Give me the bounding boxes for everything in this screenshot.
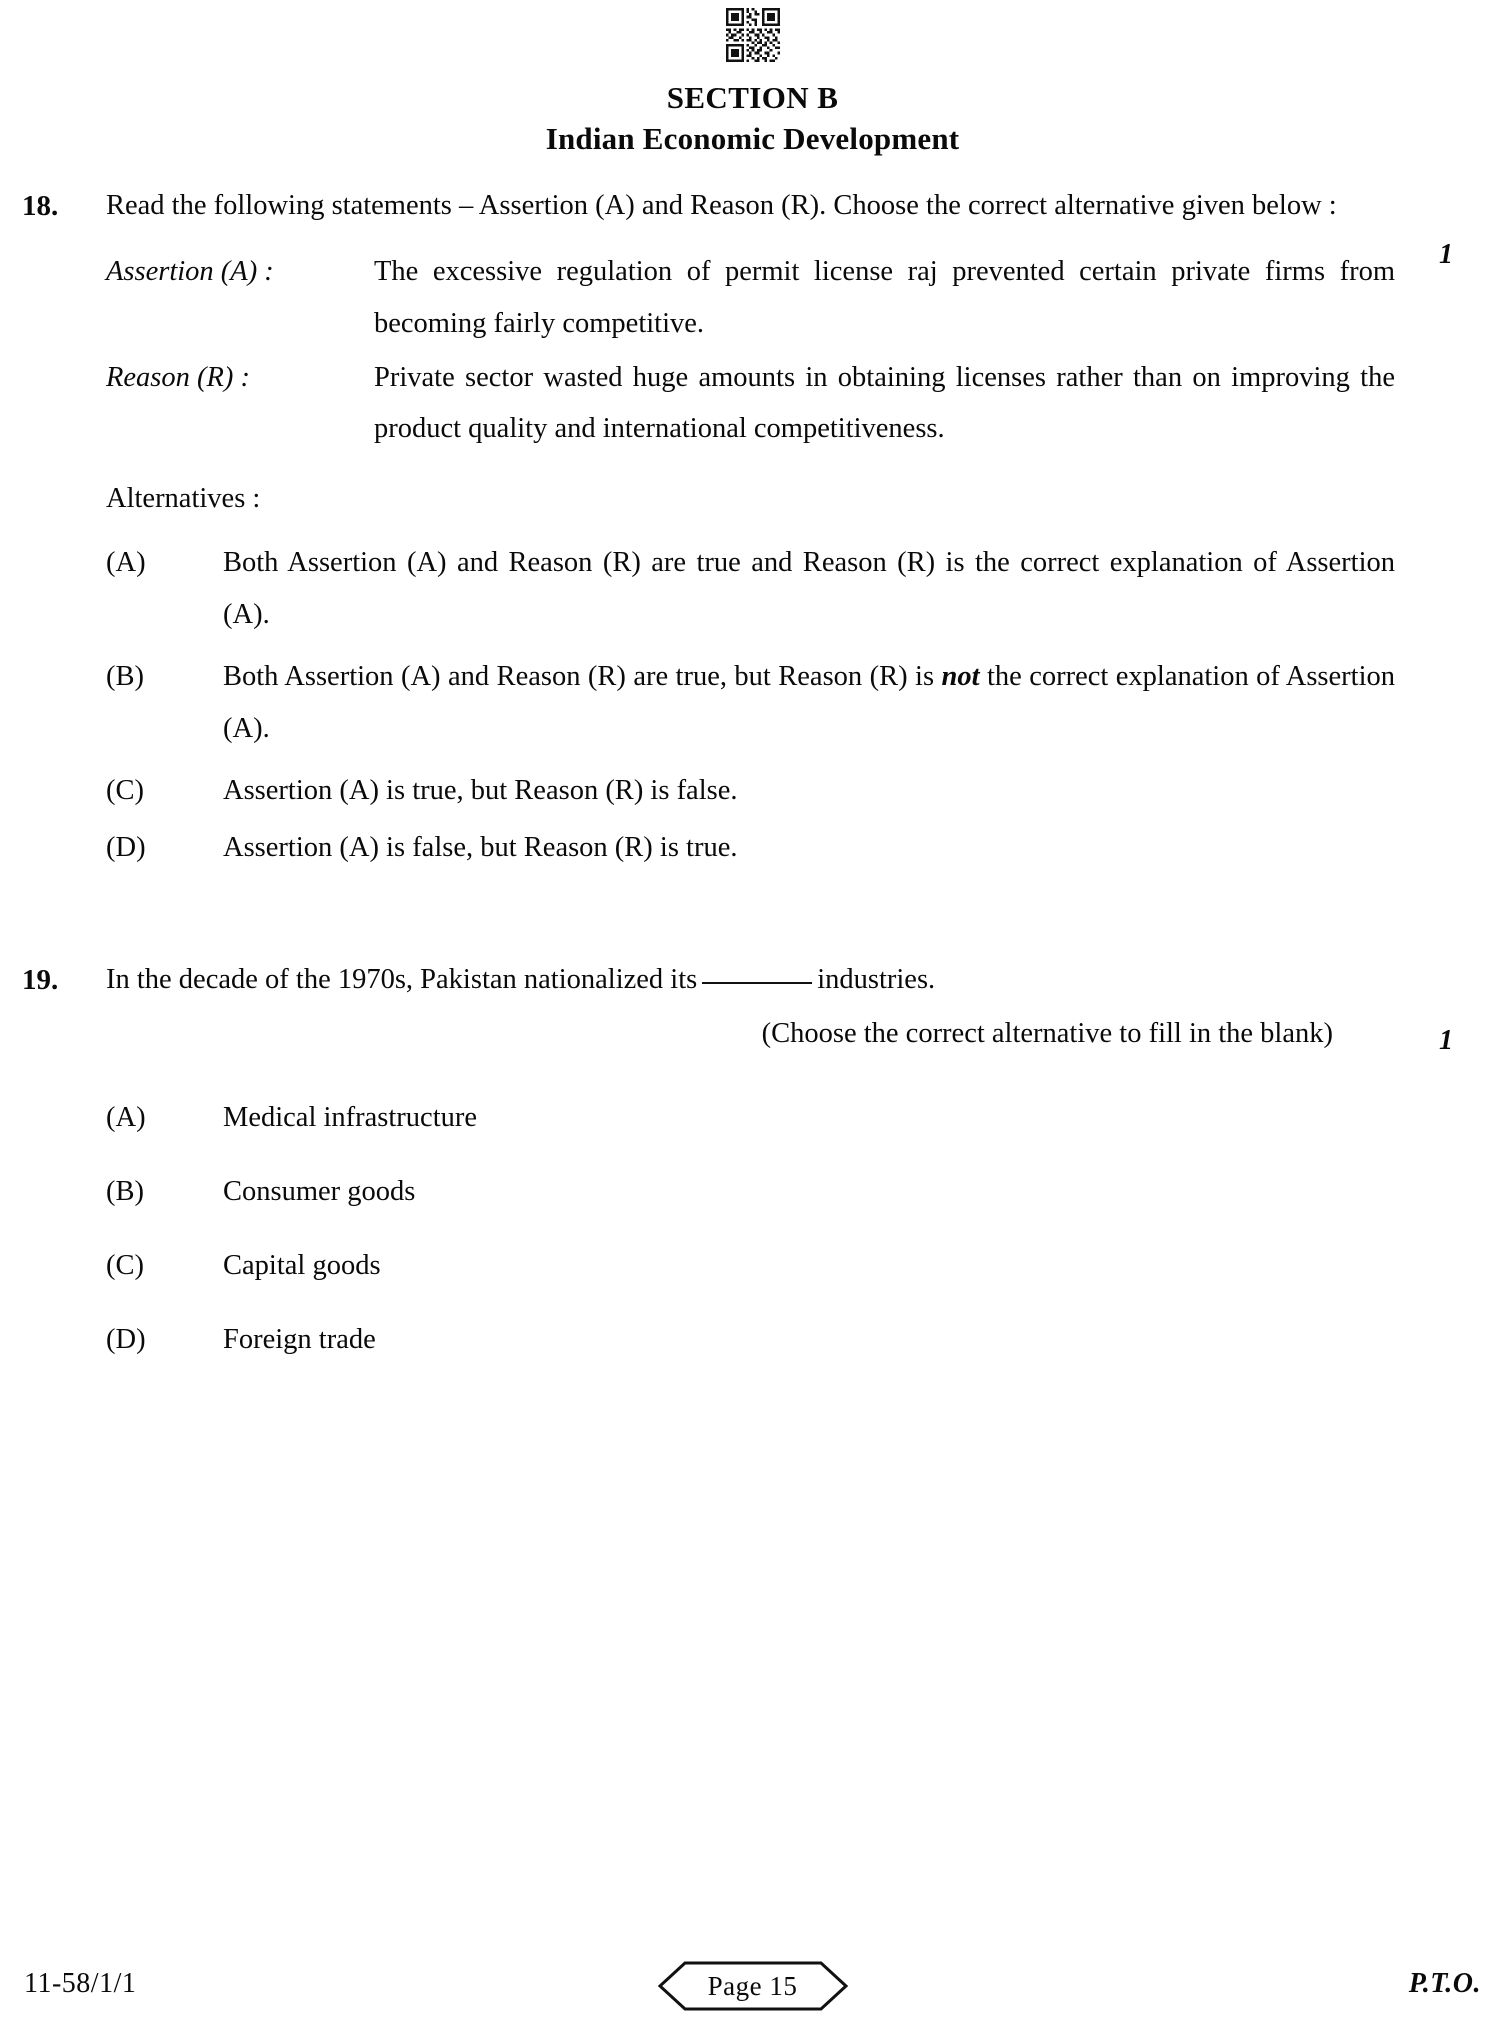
page-footer — [0, 1956, 1505, 2016]
qr-code-icon — [715, 8, 791, 62]
option-b-text: Consumer goods — [223, 1175, 416, 1207]
reason-text: Private sector wasted huge amounts in obtaining licenses rather than on improving the product quality and international competitiveness. — [374, 361, 1395, 445]
assertion-text: The excessive regulation of permit license raj prevented certain private firms from becoming fairly competitive. — [374, 255, 1395, 339]
option-b-text-before: Both Assertion (A) and Reason (R) are true, but Reason (R) is — [223, 660, 942, 692]
marks-value: 1 — [1439, 1025, 1453, 1057]
section-header — [0, 78, 1505, 160]
paper-code: 11-58/1/1 — [24, 1968, 137, 1999]
option-c-text: Capital goods — [223, 1249, 381, 1281]
option-b-emphasis: not — [941, 660, 980, 692]
marks-value: 1 — [1439, 239, 1453, 270]
question-19-options — [106, 1092, 1395, 1365]
option-c-label: (C) — [106, 1249, 144, 1281]
sub-instruction: (Choose the correct alternative to fill in the blank) — [761, 1018, 1333, 1050]
option-c[interactable] — [106, 765, 1395, 817]
question-body — [106, 954, 1505, 1375]
question-19 — [0, 954, 1505, 1375]
option-a-label: (A) — [106, 1102, 146, 1134]
page-number-label: Page 15 — [707, 1970, 798, 2001]
option-c[interactable] — [106, 1240, 1395, 1292]
option-b-text-after: the correct explanation of Assertion (A). — [223, 660, 1395, 744]
stem-after-blank: industries. — [817, 964, 936, 996]
stem-before-blank: In the decade of the 1970s, Pakistan nationalized its — [106, 964, 698, 996]
option-d-label: (D) — [106, 832, 146, 864]
question-body — [106, 180, 1505, 880]
option-b-label: (B) — [106, 1175, 144, 1207]
question-number: 18. — [22, 190, 59, 222]
option-b-text — [223, 651, 1395, 755]
question-stem — [106, 954, 1395, 1006]
assertion-row — [106, 246, 1395, 350]
pto-label: P.T.O. — [1408, 1968, 1481, 1999]
option-a-label: (A) — [106, 547, 146, 579]
option-c-text: Assertion (A) is true, but Reason (R) is false. — [223, 774, 738, 806]
option-a[interactable] — [106, 1092, 1395, 1144]
option-a[interactable] — [106, 537, 1395, 641]
option-a-text: Medical infrastructure — [223, 1102, 478, 1134]
question-number: 19. — [22, 964, 59, 997]
question-spacer — [0, 880, 1505, 954]
option-d-label: (D) — [106, 1323, 146, 1355]
option-d-text: Assertion (A) is false, but Reason (R) is true. — [223, 832, 738, 864]
assertion-reason-block — [106, 246, 1395, 455]
option-d-text: Foreign trade — [223, 1323, 376, 1355]
question-18 — [0, 180, 1505, 880]
page-badge-container — [628, 1956, 878, 2016]
option-b[interactable] — [106, 651, 1395, 755]
option-d[interactable] — [106, 1314, 1395, 1366]
questions-container — [0, 180, 1505, 1375]
section-title: SECTION B — [666, 80, 839, 115]
option-c-label: (C) — [106, 774, 144, 806]
question-18-options — [106, 537, 1395, 874]
qr-code-container — [0, 8, 1505, 62]
fill-in-blank[interactable] — [702, 982, 812, 984]
assertion-label: Assertion (A) : — [106, 255, 274, 287]
page-badge — [628, 1956, 878, 2016]
option-d[interactable] — [106, 822, 1395, 874]
option-b-label: (B) — [106, 660, 144, 692]
reason-label: Reason (R) : — [106, 361, 251, 393]
alternatives-heading: Alternatives : — [106, 483, 261, 515]
question-stem: Read the following statements – Assertion (A) and Reason (R). Choose the correct alternative given below : — [106, 190, 1337, 221]
option-b[interactable] — [106, 1166, 1395, 1218]
section-subtitle: Indian Economic Development — [545, 120, 960, 156]
option-a-text: Both Assertion (A) and Reason (R) are true and Reason (R) is the correct explanation of Assertion (A). — [223, 547, 1395, 631]
reason-row — [106, 352, 1395, 456]
